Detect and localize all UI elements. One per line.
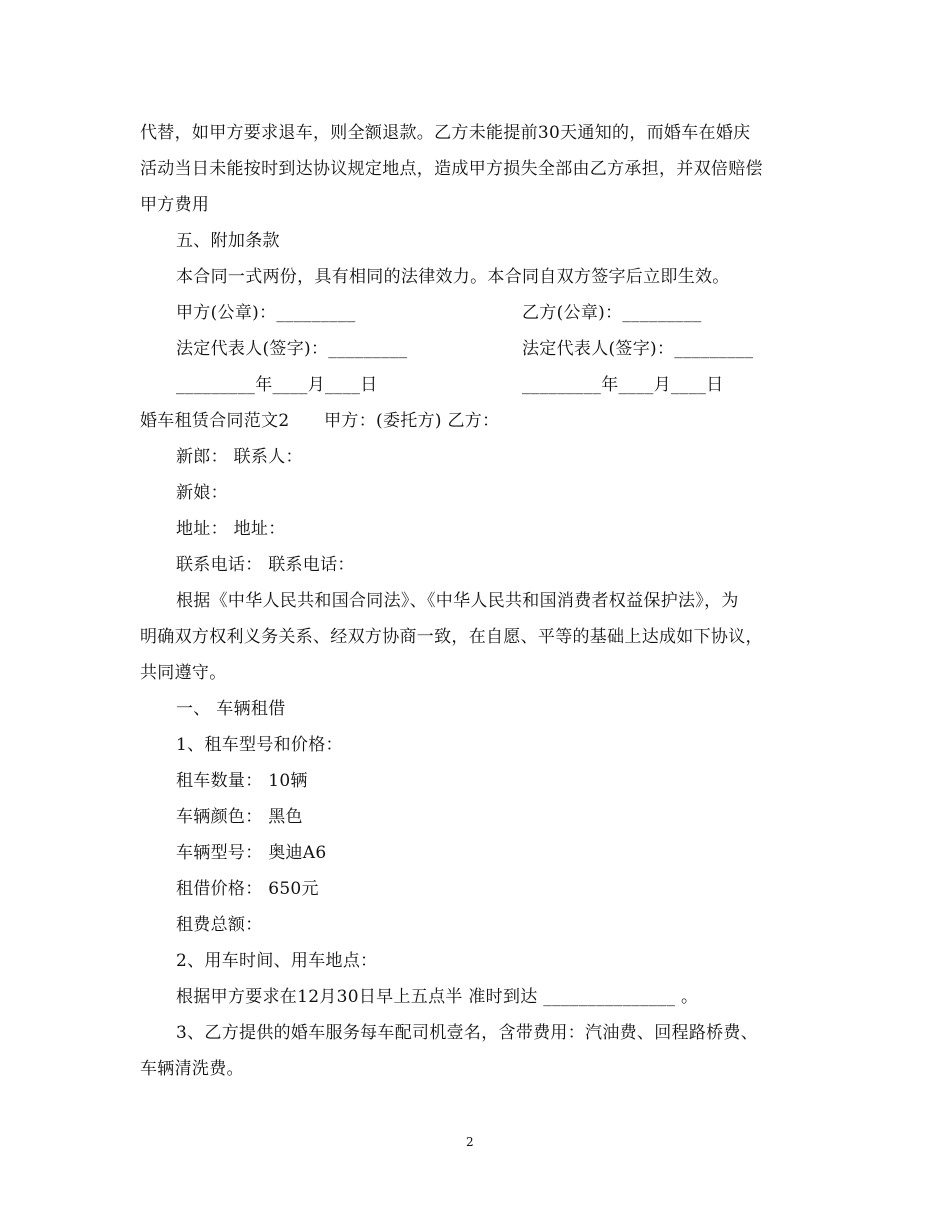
- text-line: 地址： 地址：: [176, 519, 286, 539]
- signature-representative-b: 法定代表人(签字)：_________: [522, 339, 754, 359]
- signature-party-a: 甲方(公章)：_________: [176, 303, 356, 323]
- document-subtitle: 婚车租赁合同范文2 甲方：(委托方) 乙方：: [140, 411, 500, 431]
- text-line: 代替，如甲方要求退车，则全额退款。乙方未能提前30天通知的，而婚车在婚庆: [140, 123, 751, 143]
- text-line: 新郎： 联系人：: [176, 447, 303, 467]
- section-heading: 一、 车辆租借: [176, 699, 286, 719]
- signature-party-b: 乙方(公章)：_________: [522, 303, 702, 323]
- section-heading: 五、附加条款: [176, 231, 280, 251]
- text-line: 车辆型号： 奥迪A6: [176, 843, 327, 863]
- page-number: 2: [466, 1135, 474, 1149]
- text-line: 共同遵守。: [140, 663, 227, 683]
- text-line: 根据《中华人民共和国合同法》、《中华人民共和国消费者权益保护法》，为: [176, 591, 739, 611]
- text-line: 3、乙方提供的婚车服务每车配司机壹名，含带费用：汽油费、回程路桥费、: [176, 1023, 759, 1043]
- signature-date-a: _________年____月____日: [176, 375, 378, 395]
- text-line: 活动当日未能按时到达协议规定地点，造成甲方损失全部由乙方承担，并双倍赔偿: [140, 159, 763, 179]
- text-line: 1、租车型号和价格：: [176, 735, 343, 755]
- text-line: 联系电话： 联系电话：: [176, 555, 355, 575]
- text-line: 本合同一式两份，具有相同的法律效力。本合同自双方签字后立即生效。: [176, 267, 730, 287]
- text-line: 2、用车时间、用车地点：: [176, 951, 378, 971]
- text-line: 车辆颜色： 黑色: [176, 807, 303, 827]
- text-line: 租费总额：: [176, 915, 263, 935]
- text-line: 新娘：: [176, 483, 228, 503]
- text-line: 车辆清洗费。: [140, 1059, 244, 1079]
- text-line: 根据甲方要求在12月30日早上五点半 准时到达 _______________ 。: [176, 987, 699, 1007]
- text-line: 租借价格： 650元: [176, 879, 319, 899]
- signature-representative-a: 法定代表人(签字)：_________: [176, 339, 408, 359]
- text-line: 甲方费用: [140, 195, 210, 215]
- signature-date-b: _________年____月____日: [522, 375, 724, 395]
- text-line: 明确双方权利义务关系、经双方协商一致，在自愿、平等的基础上达成如下协议，: [140, 627, 763, 647]
- text-line: 租车数量： 10辆: [176, 771, 308, 791]
